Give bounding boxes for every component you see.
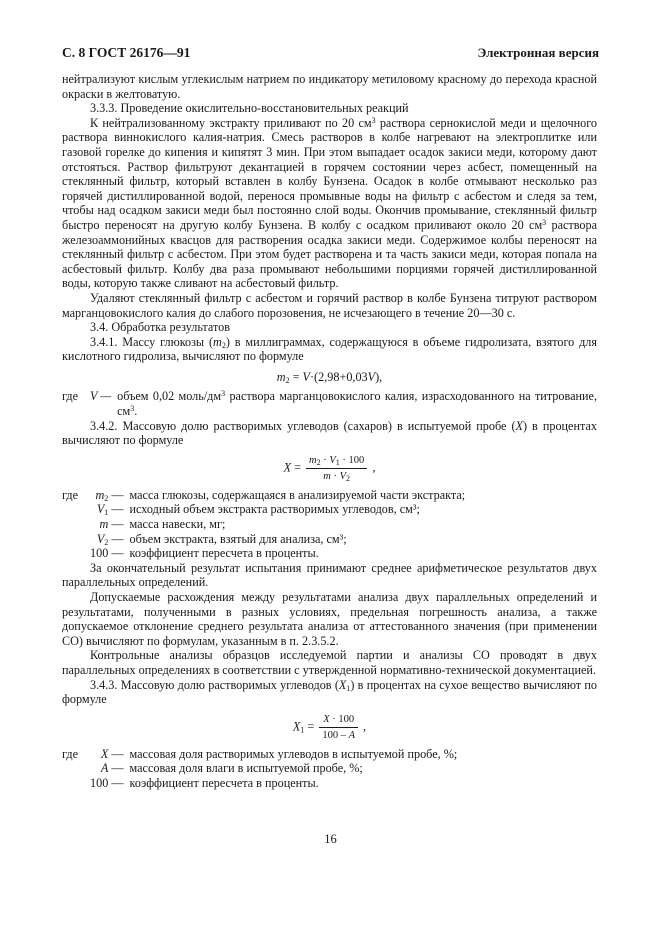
definitions-formula-2 [62,488,465,561]
fraction: $\frac{m_2 \cdot V_1 \cdot 100}{m \cdot V_2}$ [306,454,367,483]
definition-row: 100 — коэффициент пересчета в проценты. [90,546,319,561]
definitions-formula-3 [62,747,457,791]
formula-dry-basis: $X_1$ = $\frac{X \cdot 100}{100 - A}$ , [292,713,367,741]
paragraph-3-4-3: 3.4.3. Массовую долю растворимых углеводов $(X_1)$ в процентах на сухое вещество вычисляют по формуле [62,677,597,707]
definition-row: $V_2$ — объем экстракта, взятый для анализа, см³; [96,531,347,547]
definition-row: где V — объем 0,02 моль/$дм^3$ раствора марганцовокислого калия, израсходованного на титрование, $см^3$. [62,389,597,419]
definitions-formula-1 [62,389,597,418]
formula-sugar-fraction: X = $\frac{m_2 \cdot V_1 \cdot 100}{m \cdot V_2}$ , [283,454,376,483]
paragraph-control-analyses: Контрольные анализы образцов исследуемой партии и анализы СО проводят в двух параллельных определениях в соответствии с утвержденной нормативно-технической документацией. [62,648,597,677]
document-body [62,72,597,791]
definition-row: где X — массовая доля растворимых углеводов в испытуемой пробе, %; [62,746,458,761]
paragraph-procedure: К нейтрализованному экстракту приливают по 20 $см^3$ раствора сернокислой меди и щелочного раствора виннокислого калия-натрия. Смесь растворов в колбе нагревают на электроплитке или газовой горелке до кипения и кипятят 3 мин. При этом выпадает осадок закиси меди, которому дают отстояться. Раствор фильтруют декантацией в горячем состоянии через асбест, помещенный на стеклянный фильтр, который вставлен в колбу Бунзена. Осадок в колбе отмывают несколько раз горячей дистиллированной водой, перенося промывные воды на фильтр с асбестом и следя за тем, чтобы над осадком закиси меди был постоянно слой воды. Окончив промывание, стеклянный фильтр быстро переносят на другую колбу Бунзена. В колбу с осадком приливают около 20 $см^3$ раствора железоаммонийных квасцов для растворения осадка закиси меди. Содержимое колбы переносят на стеклянный фильтр с асбестом. При этом будет растворена и та часть закиси меди, которая попала на асбестовый фильтр. Колбу два раза промывают небольшими порциями горячей дистиллированной воды, которую также сливают на асбестовый фильтр. [62,115,597,291]
definition-row: $V_1$ — исходный объем экстракта растворимых углеводов, см³; [96,502,420,518]
paragraph-neutralization: нейтрализуют кислым углекислым натрием по индикатору метиловому красному до перехода красной окраски в желтоватую. [62,72,597,101]
header-electronic-version: Электронная версия [477,45,599,60]
header-standard-number: С. 8 ГОСТ 26176—91 [62,45,191,60]
fraction: $\frac{X \cdot 100}{100 - A}$ [319,713,358,742]
definition-row: A — массовая доля влаги в испытуемой пробе, %; [100,761,363,776]
definition-row: где $m_2$ — масса глюкозы, содержащаяся в анализируемой части экстракта; [62,487,466,503]
paragraph-3-4-1: 3.4.1. Массу глюкозы $(m_2)$ в миллиграммах, содержащуюся в объеме гидролизата, взятого для кислотного гидролиза, вычисляют по формуле [62,334,597,364]
formula-glucose-mass: $m_2 = V\cdot(2,98+0,03V)$, [276,369,383,385]
paragraph-final-result: За окончательный результат испытания принимают среднее арифметическое результатов двух параллельных определений. [62,560,597,590]
page-number: 16 [324,832,337,846]
definition-row: 100 — коэффициент пересчета в проценты. [90,775,319,790]
section-heading-3-4: 3.4. Обработка результатов [90,320,231,335]
paragraph-titration: Удаляют стеклянный фильтр с асбестом и горячий раствор в колбе Бунзена титруют раствором марганцовокислого калия до слабого порозовения, не исчезающего в течение 20—30 с. [62,290,597,320]
paragraph-tolerances: Допускаемые расхождения между результатами анализа двух параллельных определений и результатами, полученными в разных условиях, предельная погрешность анализа, а также допускаемое отклонение среднего результата анализа от аттестованного значения (при применении СО) вычисляют по формулам, указанным в п. 2.3.5.2. [62,590,597,648]
paragraph-3-4-2: 3.4.2. Массовую долю растворимых углеводов (сахаров) в испытуемой пробе (X) в процентах вычисляют по формуле [62,418,597,448]
section-heading-3-3-3: 3.3.3. Проведение окислительно-восстановительных реакций [90,101,409,116]
definition-row: m — масса навески, мг; [99,517,226,532]
